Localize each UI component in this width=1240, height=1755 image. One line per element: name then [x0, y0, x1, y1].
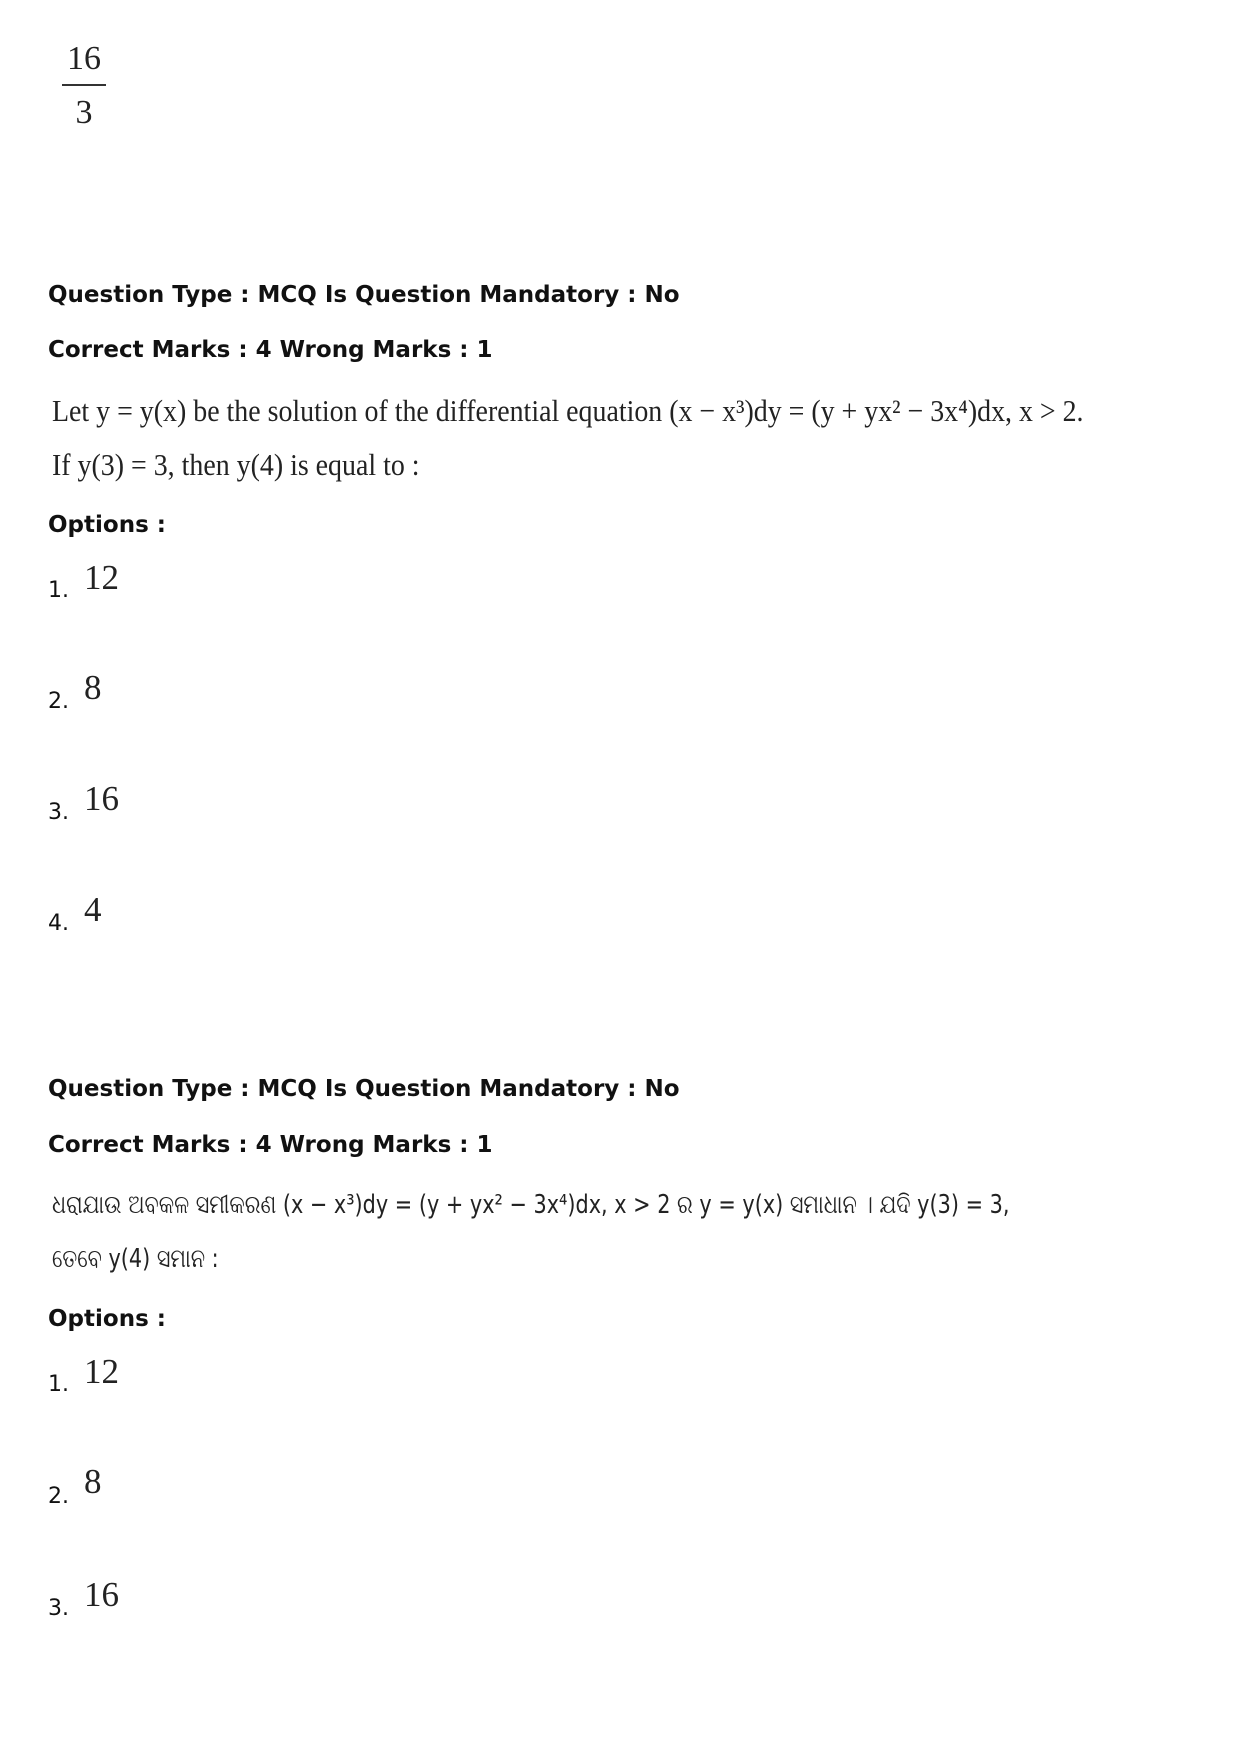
option-number: 1. — [48, 578, 69, 603]
question-marks-line: Correct Marks : 4 Wrong Marks : 1 — [48, 337, 493, 363]
fraction-numerator: 16 — [67, 40, 101, 77]
option-number: 2. — [48, 689, 69, 714]
fraction-bar — [62, 84, 106, 86]
option-value: 8 — [84, 1462, 102, 1501]
option-number: 2. — [48, 1484, 69, 1509]
option-value: 16 — [84, 779, 119, 818]
question-text-line-2: If y(3) = 3, then y(4) is equal to : — [52, 447, 420, 482]
options-label: Options : — [48, 512, 166, 538]
option-value: 12 — [84, 1352, 119, 1391]
question-type-line: Question Type : MCQ Is Question Mandatory : No — [48, 1076, 680, 1102]
option-value: 12 — [84, 558, 119, 597]
question-text-line-2-odia: ତେବେ y(4) ସମାନ : — [52, 1244, 219, 1274]
option-number: 3. — [48, 800, 69, 825]
option-number: 1. — [48, 1372, 69, 1397]
fraction-denominator: 3 — [75, 94, 93, 131]
option-value: 16 — [84, 1575, 119, 1614]
option-number: 4. — [48, 911, 69, 936]
question-text-line-1-odia: ଧରାଯାଉ ଅବକଳ ସମୀକରଣ (x − x³)dy = (y + yx² − 3x⁴)dx, x > 2 ର y = y(x) ସମାଧାନ । ଯଦି y(3) = 3, — [52, 1190, 1010, 1220]
question-marks-line: Correct Marks : 4 Wrong Marks : 1 — [48, 1132, 493, 1158]
option-value: 4 — [84, 890, 102, 929]
previous-option-fraction — [62, 42, 106, 130]
question-text-line-1: Let y = y(x) be the solution of the differential equation (x − x³)dy = (y + yx² − 3x⁴)dx, x > 2. — [52, 393, 1084, 428]
options-label: Options : — [48, 1306, 166, 1332]
option-value: 8 — [84, 668, 102, 707]
question-type-line: Question Type : MCQ Is Question Mandatory : No — [48, 282, 680, 308]
option-number: 3. — [48, 1596, 69, 1621]
